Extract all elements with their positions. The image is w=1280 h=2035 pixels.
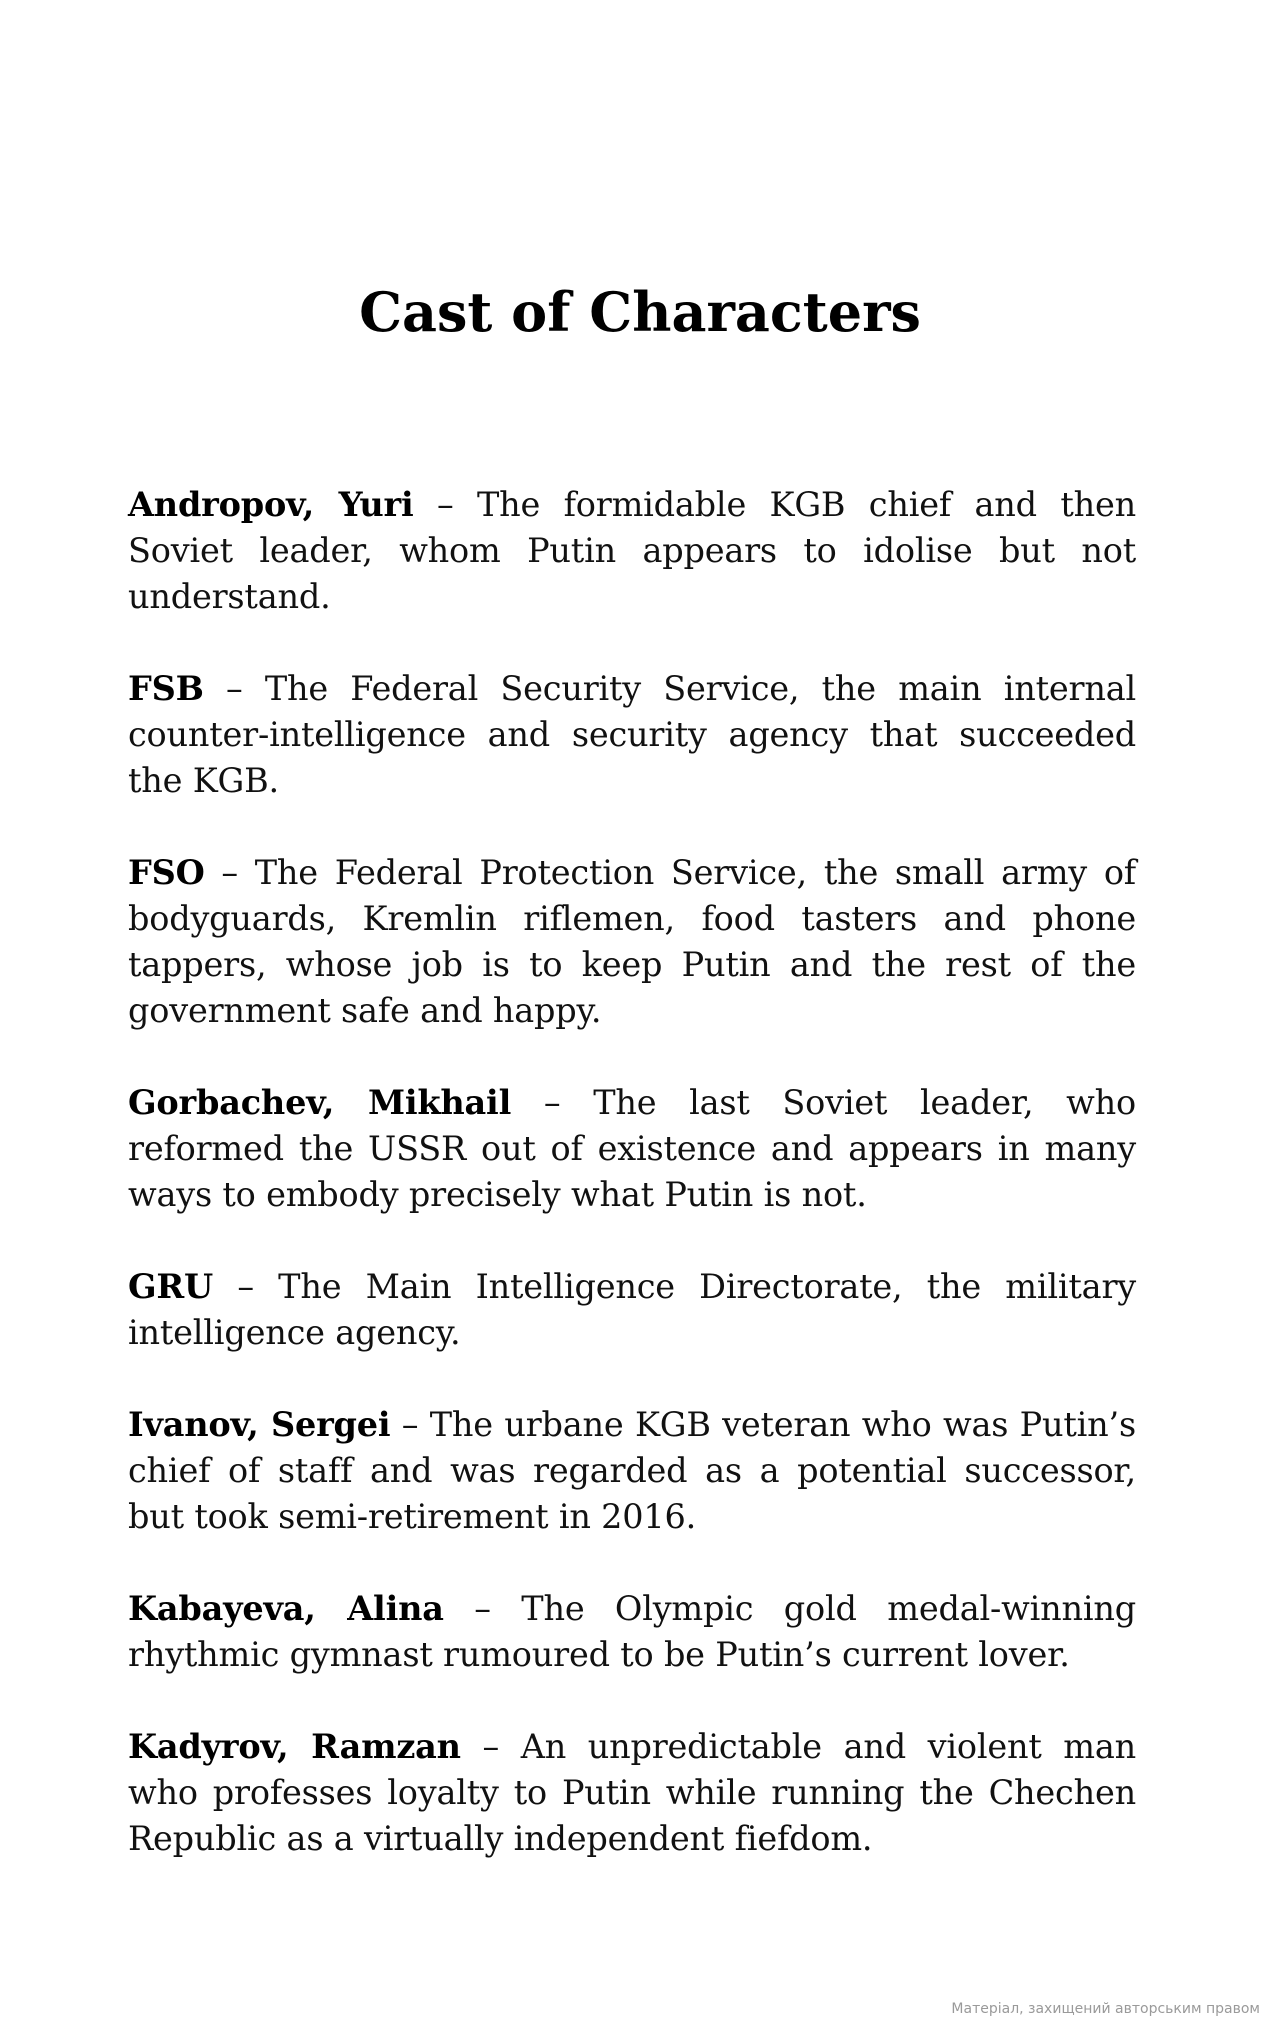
entry-term: Kabayeva, Alina	[128, 1589, 444, 1628]
copyright-watermark: Матеріал, захищений авторським правом	[951, 2001, 1260, 2017]
character-entry-kabayeva	[128, 1586, 1136, 1678]
character-entry-fso	[128, 850, 1136, 1034]
entry-description: – The formidable KGB chief and then Soviet leader, whom Putin appears to idolise but not understand.	[128, 485, 1136, 616]
page-title: Cast of Characters	[359, 280, 921, 344]
character-entry-fsb	[128, 666, 1136, 804]
character-list	[128, 482, 1136, 1908]
character-entry-ivanov	[128, 1402, 1136, 1540]
entry-description: – The Federal Security Service, the main internal counter-intelligence and security agency that succeeded the KGB.	[128, 669, 1136, 800]
entry-description: – The Main Intelligence Directorate, the military intelligence agency.	[128, 1267, 1136, 1352]
character-entry-gru	[128, 1264, 1136, 1356]
entry-term: Gorbachev, Mikhail	[128, 1083, 512, 1122]
entry-term: Ivanov, Sergei	[128, 1405, 391, 1444]
entry-term: FSO	[128, 853, 205, 892]
character-entry-gorbachev	[128, 1080, 1136, 1218]
character-entry-andropov	[128, 482, 1136, 620]
entry-term: Kadyrov, Ramzan	[128, 1727, 461, 1766]
entry-description: – An unpredictable and violent man who professes loyalty to Putin while running the Chechen Republic as a virtually independent fiefdom.	[128, 1727, 1136, 1858]
character-entry-kadyrov	[128, 1724, 1136, 1862]
entry-term: FSB	[128, 669, 204, 708]
entry-description: – The Olympic gold medal-winning rhythmic gymnast rumoured to be Putin’s current lover.	[128, 1589, 1136, 1674]
entry-term: Andropov, Yuri	[128, 485, 414, 524]
entry-description: – The last Soviet leader, who reformed the USSR out of existence and appears in many ways to embody precisely what Putin is not.	[128, 1083, 1136, 1214]
entry-description: – The urbane KGB veteran who was Putin’s chief of staff and was regarded as a potential successor, but took semi-retirement in 2016.	[128, 1405, 1136, 1536]
entry-description: – The Federal Protection Service, the small army of bodyguards, Kremlin riflemen, food tasters and phone tappers, whose job is to keep Putin and the rest of the government safe and happy.	[128, 853, 1136, 1030]
entry-term: GRU	[128, 1267, 214, 1306]
